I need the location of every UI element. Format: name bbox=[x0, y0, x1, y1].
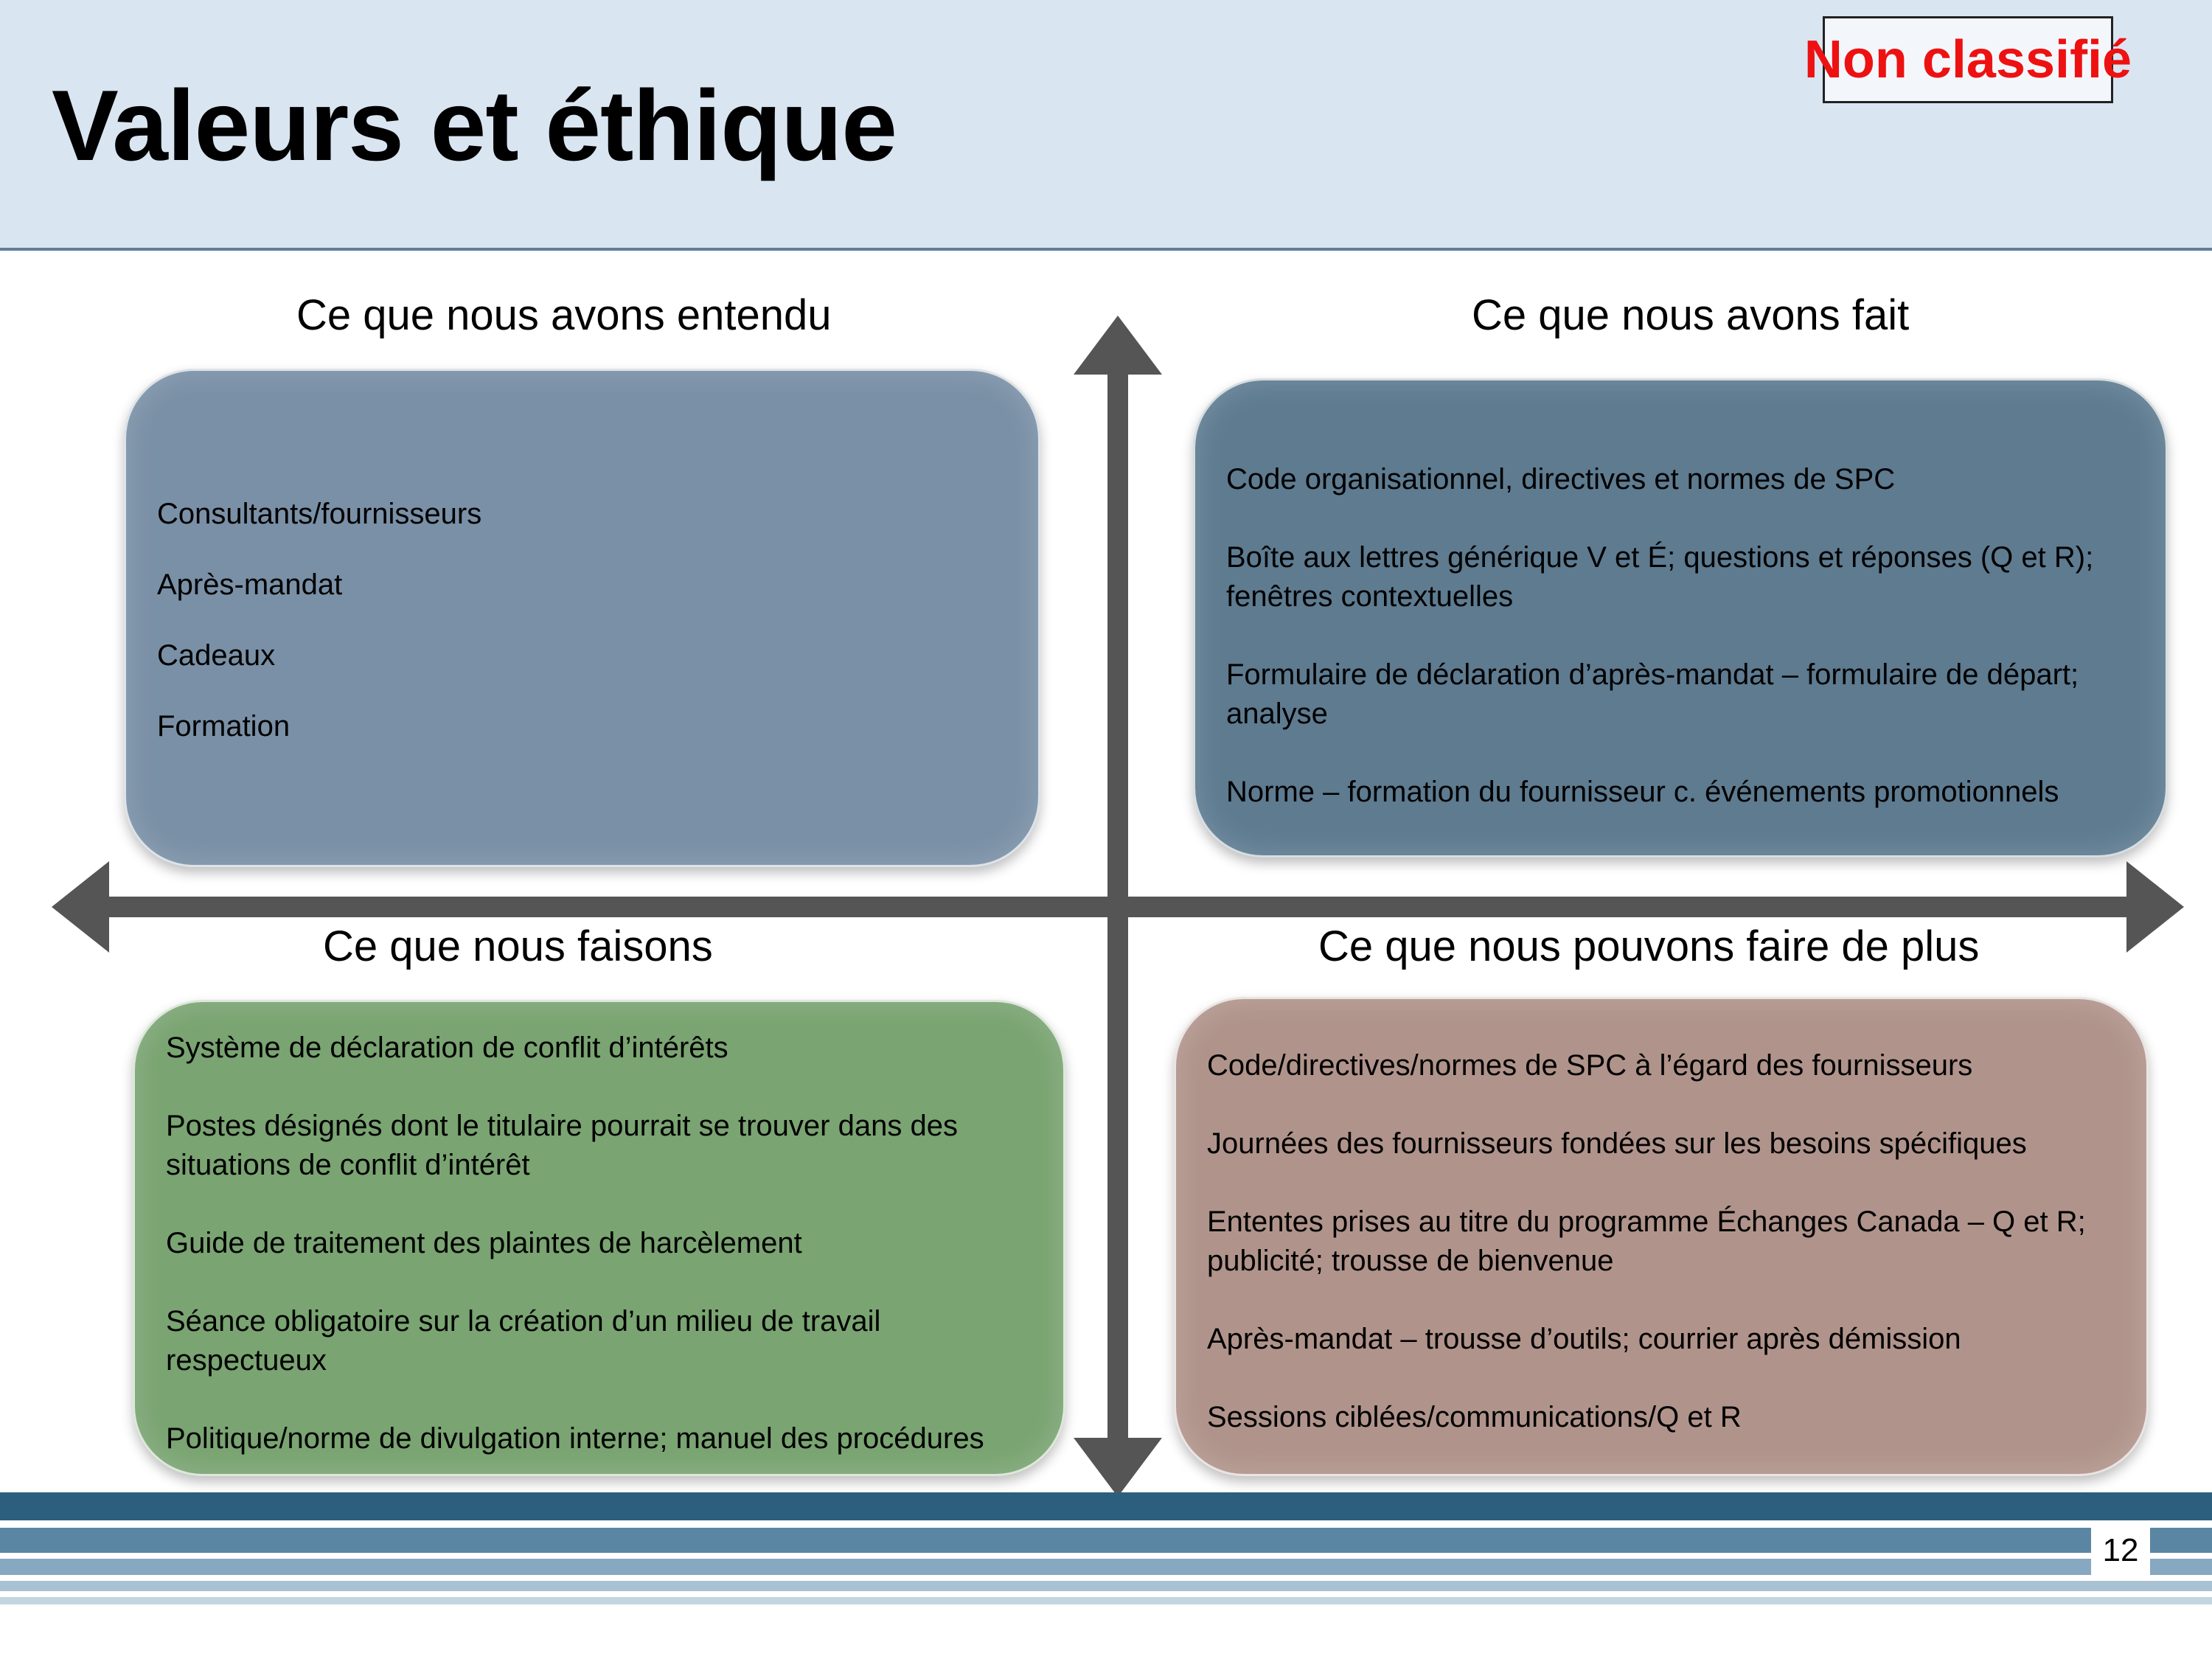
list-item: Formulaire de déclaration d’après-mandat – formulaire de départ; analyse bbox=[1226, 658, 2079, 730]
up-arrowhead bbox=[1074, 316, 1162, 375]
down-arrowhead bbox=[1074, 1438, 1162, 1497]
page-number: 12 bbox=[2091, 1523, 2150, 1578]
list-item: Code organisationnel, directives et normes de SPC bbox=[1226, 463, 1896, 495]
list-item: Boîte aux lettres générique V et É; questions et réponses (Q et R); fenêtres contextuelles bbox=[1226, 541, 2094, 613]
quadrant-title-doing: Ce que nous faisons bbox=[323, 922, 713, 970]
list-item: Journées des fournisseurs fondées sur les besoins spécifiques bbox=[1207, 1127, 2027, 1160]
list-item: Consultants/fournisseurs bbox=[157, 498, 482, 530]
vertical-axis-line bbox=[1107, 369, 1128, 1475]
list-item: Système de déclaration de conflit d’intérêts bbox=[166, 1032, 728, 1064]
left-arrowhead bbox=[52, 861, 109, 953]
item-list bbox=[166, 1029, 1034, 1458]
list-item: Séance obligatoire sur la création d’un milieu de travail respectueux bbox=[166, 1305, 881, 1377]
list-item: Postes désignés dont le titulaire pourrait se trouver dans des situations de conflit d’intérêt bbox=[166, 1110, 958, 1181]
list-item: Sessions ciblées/communications/Q et R bbox=[1207, 1401, 1742, 1433]
quadrant-box-done bbox=[1193, 378, 2168, 858]
quadrant-box-heard bbox=[124, 369, 1040, 867]
right-arrowhead bbox=[2126, 861, 2184, 953]
list-item: Cadeaux bbox=[157, 639, 276, 672]
list-item: Ententes prises au titre du programme Échanges Canada – Q et R; publicité; trousse de bienvenue bbox=[1207, 1206, 2086, 1277]
item-list bbox=[157, 495, 1009, 746]
quadrant-box-more bbox=[1174, 997, 2149, 1476]
footer-stripe bbox=[0, 1597, 2212, 1604]
list-item: Norme – formation du fournisseur c. événements promotionnels bbox=[1226, 776, 2059, 808]
list-item: Après-mandat bbox=[157, 568, 343, 601]
footer-stripe bbox=[0, 1581, 2212, 1591]
footer-stripe bbox=[0, 1559, 2212, 1575]
list-item: Guide de traitement des plaintes de harcèlement bbox=[166, 1227, 802, 1259]
footer-stripe bbox=[0, 1528, 2212, 1553]
list-item: Politique/norme de divulgation interne; manuel des procédures bbox=[166, 1422, 984, 1455]
item-list bbox=[1226, 460, 2136, 812]
list-item: Code/directives/normes de SPC à l’égard des fournisseurs bbox=[1207, 1049, 1973, 1082]
quadrant-title-more: Ce que nous pouvons faire de plus bbox=[1318, 922, 1980, 970]
quadrant-title-done: Ce que nous avons fait bbox=[1472, 291, 1910, 339]
footer-stripe bbox=[0, 1492, 2212, 1520]
quadrant-title-heard: Ce que nous avons entendu bbox=[296, 291, 832, 339]
quadrant-box-doing bbox=[133, 1000, 1065, 1476]
list-item: Après-mandat – trousse d’outils; courrier après démission bbox=[1207, 1323, 1961, 1355]
list-item: Formation bbox=[157, 710, 291, 742]
slide-title: Valeurs et éthique bbox=[52, 69, 897, 181]
item-list bbox=[1207, 1046, 2117, 1437]
classification-badge: Non classifié bbox=[1823, 16, 2113, 103]
